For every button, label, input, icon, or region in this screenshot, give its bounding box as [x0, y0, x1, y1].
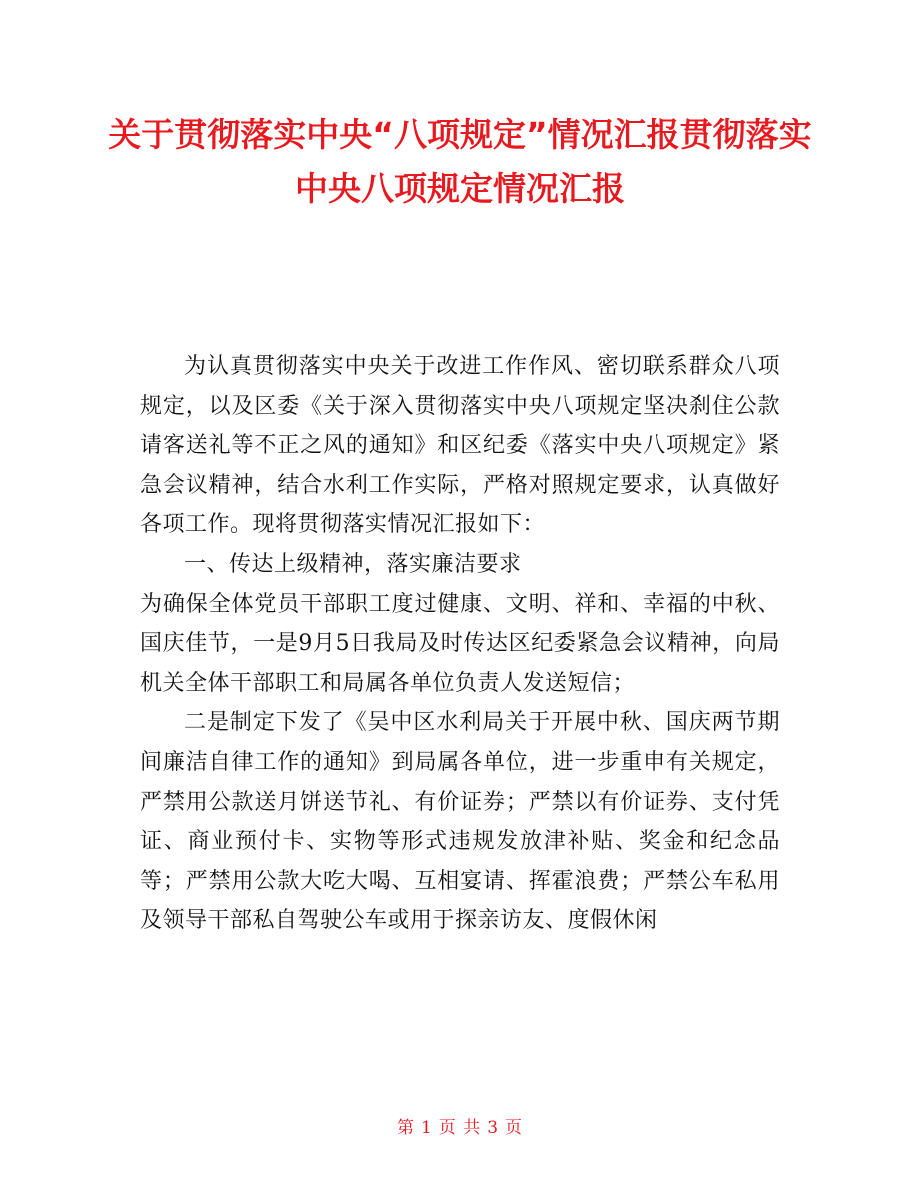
section-heading: 一、传达上级精神，落实廉洁要求 [184, 551, 522, 577]
footer-middle: 页 共 [438, 1118, 482, 1138]
footer-current-page: 1 [420, 1118, 433, 1138]
document-title: 关于贯彻落实中央“八项规定”情况汇报贯彻落实中央八项规定情况汇报 [108, 115, 812, 208]
body-paragraph: 为确保全体党员干部职工度过健康、文明、祥和、幸福的中秋、国庆佳节，一是9月5日我局及时传达区纪委紧急会议精神，向局机关全体干部职工和局属各单位负责人发送短信； [140, 591, 780, 696]
footer-suffix: 页 [505, 1118, 524, 1138]
page-number-footer [0, 1113, 920, 1138]
intro-paragraph: 为认真贯彻落实中央关于改进工作作风、密切联系群众八项规定，以及区委《关于深入贯彻落实中央八项规定坚决刹住公款请客送礼等不正之风的通知》和区纪委《落实中央八项规定》紧急会议精神，结合水利工作实际，严格对照规定要求，认真做好各项工作。现将贯彻落实情况汇报如下： [140, 354, 780, 538]
document-body [140, 347, 780, 941]
footer-total-pages: 3 [487, 1118, 500, 1138]
body-paragraph: 二是制定下发了《吴中区水利局关于开展中秋、国庆两节期间廉洁自律工作的通知》到局属各单位，进一步重申有关规定，严禁用公款送月饼送节礼、有价证券；严禁以有价证券、支付凭证、商业预付卡、实物等形式违规发放津补贴、奖金和纪念品等；严禁用公款大吃大喝、互相宴请、挥霍浪费；严禁公车私用及领导干部私自驾驶公车或用于探亲访友、度假休闲 [140, 710, 780, 934]
footer-prefix: 第 [396, 1118, 415, 1138]
